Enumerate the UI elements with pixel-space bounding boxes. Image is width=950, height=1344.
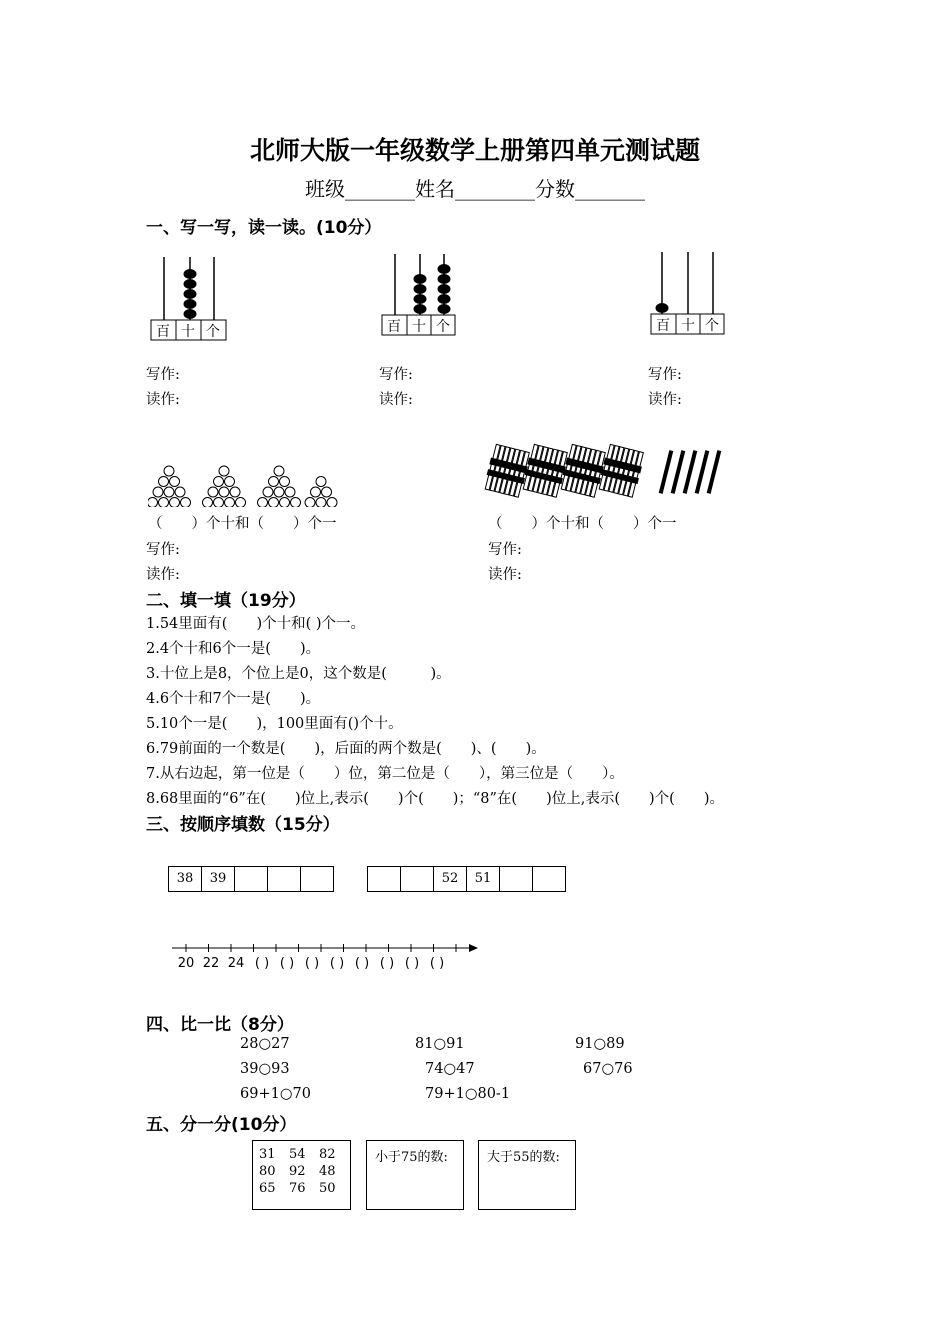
abacus-1-beads [184, 269, 197, 319]
write-label: 写作: [146, 367, 180, 383]
student-info-line: 班级_______姓名________分数_______ [305, 177, 645, 201]
number-line-blank[interactable]: ( ) [304, 956, 320, 971]
loose-stick [707, 450, 722, 494]
write-label: 写作: [379, 367, 413, 383]
sequence-boxes-1 [168, 866, 334, 892]
read-label: 读作: [379, 392, 413, 408]
abacus-bead [184, 279, 197, 289]
sequence-cell[interactable] [301, 867, 333, 891]
abacus-bead [438, 294, 451, 304]
counting-circle [269, 477, 279, 487]
read-label: 读作: [648, 392, 682, 408]
abacus-bead [656, 303, 669, 313]
counting-circle [153, 487, 163, 497]
write-label: 写作: [648, 367, 682, 383]
compare-item: 74○47 [425, 1061, 475, 1077]
number-line [170, 938, 490, 972]
number-line-blank[interactable]: ( ) [429, 956, 445, 971]
number-line-blank[interactable]: ( ) [404, 956, 420, 971]
sequence-cell[interactable]: 52 [434, 867, 467, 891]
counting-circle [214, 477, 224, 487]
counting-circle [230, 487, 240, 497]
number-line-label: 22 [202, 956, 220, 971]
counting-circle [225, 477, 235, 487]
abacus-2-beads [414, 264, 451, 314]
read-label: 读作: [146, 567, 180, 583]
sequence-cell[interactable] [500, 867, 533, 891]
abacus-bead [438, 284, 451, 294]
pool-number: 82 [319, 1147, 336, 1162]
counting-circle [148, 498, 158, 508]
section-1-heading: 一、写一写，读一读。(10分） [146, 218, 382, 238]
pool-number: 50 [319, 1181, 336, 1196]
loose-stick [671, 450, 686, 494]
counting-circle [285, 487, 295, 497]
compare-item: 39○93 [240, 1061, 290, 1077]
sequence-cell[interactable] [401, 867, 434, 891]
compare-item: 69+1○70 [240, 1086, 311, 1102]
abacus-2 [381, 252, 461, 342]
abacus-bead [438, 274, 451, 284]
place-label-tens: 十 [681, 318, 695, 334]
circle-triangles-picture [148, 465, 343, 507]
place-label-ones: 个 [705, 318, 719, 334]
counting-circle [269, 498, 279, 508]
sequence-cell[interactable]: 39 [202, 867, 235, 891]
counting-circle [219, 487, 229, 497]
counting-circle [181, 498, 191, 508]
place-label-hundreds: 百 [656, 318, 670, 334]
pool-number: 31 [259, 1147, 276, 1162]
tens-ones-blank-right: （ ）个十和（ ）个一 [488, 516, 677, 532]
abacus-bead [184, 269, 197, 279]
pool-number: 54 [289, 1147, 306, 1162]
counting-circle [280, 498, 290, 508]
pool-number: 92 [289, 1164, 306, 1179]
less-than-75-box[interactable] [366, 1140, 464, 1210]
counting-circle [316, 498, 326, 508]
fill-item-7: 7.从右边起，第一位是（ ）位，第二位是（ ），第三位是（ ）。 [146, 766, 624, 782]
sequence-boxes-2 [367, 866, 566, 892]
number-pool-box [252, 1140, 351, 1210]
fill-item-4: 4.6个十和7个一是( )。 [146, 691, 321, 707]
counting-circle [311, 487, 321, 497]
counting-circle [214, 498, 224, 508]
loose-stick [695, 450, 710, 494]
compare-item: 79+1○80-1 [425, 1086, 511, 1102]
place-label-tens: 十 [181, 324, 195, 340]
counting-circle [170, 498, 180, 508]
counting-circle [236, 498, 246, 508]
sequence-cell[interactable] [533, 867, 565, 891]
pool-number: 48 [319, 1164, 336, 1179]
abacus-bead [184, 309, 197, 319]
pool-number: 80 [259, 1164, 276, 1179]
number-line-blank[interactable]: ( ) [254, 956, 270, 971]
place-label-ones: 个 [206, 324, 220, 340]
number-line-blank[interactable]: ( ) [329, 956, 345, 971]
write-label: 写作: [146, 542, 180, 558]
counting-circle [280, 477, 290, 487]
counting-circle [316, 477, 326, 487]
place-label-ones: 个 [436, 319, 450, 335]
abacus-bead [414, 294, 427, 304]
number-line-blank[interactable]: ( ) [379, 956, 395, 971]
compare-item: 81○91 [415, 1036, 465, 1052]
counting-circle [159, 477, 169, 487]
place-label-hundreds: 百 [387, 319, 401, 335]
sequence-cell[interactable] [268, 867, 301, 891]
fill-item-8: 8.68里面的“6”在( )位上,表示( )个( )；“8”在( )位上,表示( )个( )。 [146, 791, 724, 807]
section-3-heading: 三、按顺序填数（15分） [146, 815, 340, 835]
write-label: 写作: [488, 542, 522, 558]
greater-than-55-label: 大于55的数: [487, 1150, 560, 1165]
pool-number: 76 [289, 1181, 306, 1196]
sequence-cell[interactable] [235, 867, 268, 891]
number-line-blank[interactable]: ( ) [279, 956, 295, 971]
section-5-heading: 五、分一分(10分） [146, 1115, 297, 1135]
counting-circle [258, 498, 268, 508]
counting-circle [164, 466, 174, 476]
stick-bundles-picture [482, 440, 732, 500]
place-label-hundreds: 百 [156, 324, 170, 340]
abacus-3 [650, 250, 730, 340]
counting-circle [170, 477, 180, 487]
counting-circle [327, 498, 337, 508]
pool-number: 65 [259, 1181, 276, 1196]
counting-circle [208, 487, 218, 497]
abacus-bead [438, 264, 451, 274]
fill-item-3: 3.十位上是8，个位上是0，这个数是( )。 [146, 666, 451, 682]
counting-circle [219, 466, 229, 476]
counting-circle [274, 466, 284, 476]
tens-ones-blank-left: （ ）个十和（ ）个一 [148, 516, 337, 532]
greater-than-55-box[interactable] [478, 1140, 576, 1210]
section-2-heading: 二、填一填（19分） [146, 591, 306, 611]
page-title: 北师大版一年级数学上册第四单元测试题 [249, 136, 700, 165]
counting-circle [274, 487, 284, 497]
abacus-bead [184, 289, 197, 299]
loose-stick [659, 450, 674, 494]
abacus-bead [414, 274, 427, 284]
fill-item-5: 5.10个一是( )，100里面有()个十。 [146, 716, 403, 732]
fill-item-2: 2.4个十和6个一是( )。 [146, 641, 321, 657]
compare-item: 67○76 [583, 1061, 633, 1077]
counting-circle [203, 498, 213, 508]
counting-circle [175, 487, 185, 497]
abacus-bead [414, 284, 427, 294]
read-label: 读作: [146, 392, 180, 408]
sequence-cell[interactable] [368, 867, 401, 891]
counting-circle [159, 498, 169, 508]
section-4-heading: 四、比一比（8分） [146, 1015, 294, 1035]
counting-circle [263, 487, 273, 497]
counting-circle [291, 498, 301, 508]
place-label-tens: 十 [412, 319, 426, 335]
less-than-75-label: 小于75的数: [375, 1150, 448, 1165]
number-line-label: 20 [177, 956, 195, 971]
fill-item-6: 6.79前面的一个数是( )，后面的两个数是( )、( )。 [146, 741, 546, 757]
fill-item-1: 1.54里面有( )个十和( )个一。 [146, 616, 366, 632]
abacus-3-beads [656, 303, 669, 313]
abacus-bead [414, 304, 427, 314]
compare-item: 91○89 [575, 1036, 625, 1052]
counting-circle [164, 487, 174, 497]
counting-circle [322, 487, 332, 497]
counting-circle [225, 498, 235, 508]
number-line-label: 24 [227, 956, 245, 971]
abacus-bead [184, 299, 197, 309]
sequence-cell[interactable]: 38 [169, 867, 202, 891]
counting-circle [305, 498, 315, 508]
number-line-blank[interactable]: ( ) [354, 956, 370, 971]
read-label: 读作: [488, 567, 522, 583]
abacus-bead [438, 304, 451, 314]
abacus-1 [150, 255, 230, 345]
compare-item: 28○27 [240, 1036, 290, 1052]
sequence-cell[interactable]: 51 [467, 867, 500, 891]
loose-stick [683, 450, 698, 494]
